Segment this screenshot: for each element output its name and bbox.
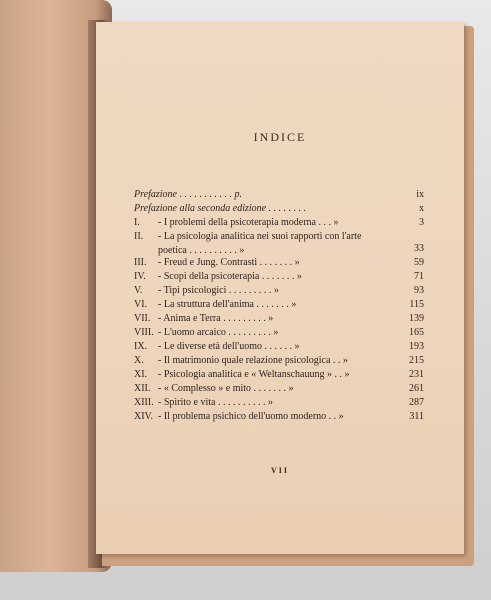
toc-entry-number: XIII. <box>134 397 154 408</box>
toc-entry-number: III. <box>134 257 147 268</box>
toc-row <box>134 230 424 256</box>
toc-entry-page: 33 <box>414 243 424 254</box>
toc-entry-title: - Spirito e vita . . . . . . . . . . » <box>158 397 273 408</box>
toc-row <box>134 216 424 230</box>
toc-row <box>134 382 424 396</box>
toc-entry-title: - Il matrimonio quale relazione psicologica . . » <box>158 355 348 366</box>
toc-entry-number: X. <box>134 355 144 366</box>
toc-row <box>134 270 424 284</box>
toc-entry-page: 215 <box>409 355 424 366</box>
toc-entry-title: - Il problema psichico dell'uomo moderno . . » <box>158 411 344 422</box>
toc-row <box>134 354 424 368</box>
toc-entry-page: 261 <box>409 383 424 394</box>
toc-row <box>134 410 424 424</box>
toc-entry-title: - Psicologia analitica e « Weltanschauung » . . » <box>158 369 350 380</box>
toc-entry-title: - Le diverse età dell'uomo . . . . . . » <box>158 341 300 352</box>
toc-entry-title: - La struttura dell'anima . . . . . . . » <box>158 299 297 310</box>
toc-entry-title: - Scopi della psicoterapia . . . . . . . » <box>158 271 302 282</box>
index-heading: INDICE <box>253 130 307 144</box>
toc-entry-title: - Freud e Jung. Contrasti . . . . . . . » <box>158 257 300 268</box>
toc-entry-number: II. <box>134 231 144 242</box>
toc-entry-number: VIII. <box>134 327 154 338</box>
toc-entry-page: 71 <box>414 271 424 282</box>
index-page <box>96 22 464 554</box>
toc-entry-page: 311 <box>409 411 424 422</box>
toc-row <box>134 298 424 312</box>
toc-row <box>134 326 424 340</box>
toc-entry-number: V. <box>134 285 143 296</box>
toc-entry-title: Prefazione . . . . . . . . . . . p. <box>134 189 242 200</box>
toc-row <box>134 284 424 298</box>
toc-entry-number: XII. <box>134 383 151 394</box>
toc-entry-page: 59 <box>414 257 424 268</box>
toc-row <box>134 396 424 410</box>
toc-entry-title: - L'uomo arcaico . . . . . . . . . » <box>158 327 279 338</box>
toc-entry-number: IV. <box>134 271 146 282</box>
toc-row <box>134 312 424 326</box>
toc-row <box>134 340 424 354</box>
toc-entry-page: 115 <box>409 299 424 310</box>
toc-entry-title: - Tipi psicologici . . . . . . . . . » <box>158 285 279 296</box>
toc-entry-page: 3 <box>419 217 424 228</box>
toc-entry-page: 165 <box>409 327 424 338</box>
toc-entry-title: Prefazione alla seconda edizione . . . . . . . . <box>134 203 307 214</box>
toc-entry-page: 287 <box>409 397 424 408</box>
toc-entry-number: VII. <box>134 313 151 324</box>
toc-entry-title: - Anima e Terra . . . . . . . . . » <box>158 313 274 324</box>
table-of-contents <box>134 188 424 424</box>
toc-row <box>134 256 424 270</box>
page-number: VII <box>270 466 289 475</box>
toc-entry-page: 139 <box>409 313 424 324</box>
toc-row <box>134 188 424 202</box>
toc-entry-title: - I problemi della psicoterapia moderna . . . » <box>158 217 339 228</box>
toc-row <box>134 368 424 382</box>
toc-entry-number: XIV. <box>134 411 153 422</box>
toc-entry-title: - La psicologia analitica nei suoi rapporti con l'arte poetica . . . . . . . . . . » <box>158 231 362 256</box>
toc-row <box>134 202 424 216</box>
toc-entry-number: I. <box>134 217 140 228</box>
toc-entry-page: 231 <box>409 369 424 380</box>
toc-entry-page: 193 <box>409 341 424 352</box>
toc-entry-number: IX. <box>134 341 148 352</box>
toc-entry-number: XI. <box>134 369 148 380</box>
toc-entry-page: x <box>419 203 424 214</box>
toc-entry-title: - « Complesso » e mito . . . . . . . » <box>158 383 294 394</box>
toc-entry-page: ix <box>416 189 424 200</box>
toc-entry-page: 93 <box>414 285 424 296</box>
toc-entry-number: VI. <box>134 299 148 310</box>
